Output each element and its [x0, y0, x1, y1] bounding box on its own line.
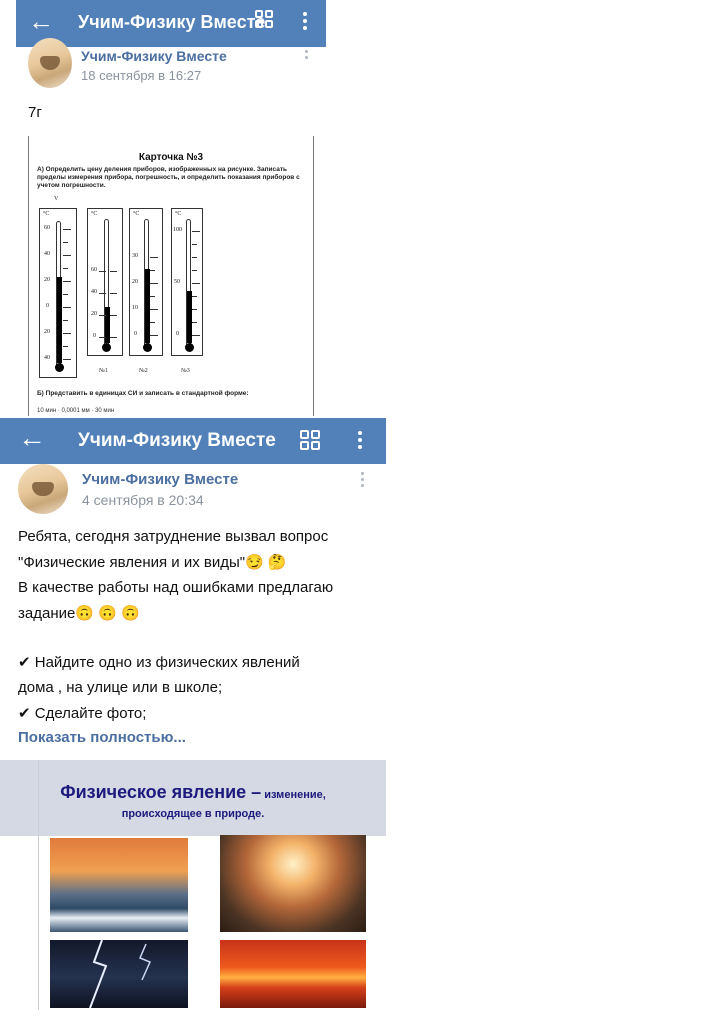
- qr-code-icon[interactable]: [300, 430, 320, 450]
- post-slide-image[interactable]: [0, 760, 386, 1010]
- back-arrow-icon[interactable]: ←: [18, 422, 46, 453]
- post-line: ✔ Сделайте фото;: [18, 705, 147, 722]
- post-text: 7г: [28, 104, 42, 121]
- scale-label: 0: [176, 331, 179, 337]
- scale-label: 100: [173, 227, 182, 233]
- thermometer-3: [171, 208, 203, 356]
- worksheet-image[interactable]: [28, 136, 314, 416]
- unit-label: °C: [133, 211, 140, 217]
- post-line: В качестве работы над ошибками предлагаю: [18, 579, 334, 596]
- post-date[interactable]: 18 сентября в 16:27: [81, 68, 202, 83]
- post-line: "Физические явления и их виды"😏 🤔: [18, 554, 287, 571]
- photo-lightning: [50, 940, 188, 1008]
- photo-ocean-wave: [50, 838, 188, 932]
- scale-label: 60: [91, 267, 97, 273]
- unit-label: °C: [43, 211, 50, 217]
- slide-title: [0, 782, 386, 803]
- thermometer-bulb: [55, 363, 64, 372]
- scale-label: 0: [93, 333, 96, 339]
- worksheet-cut-text: 10 мин · 0,0001 мм · 30 мин: [37, 408, 115, 414]
- post-line: Ребята, сегодня затруднение вызвал вопрос: [18, 528, 329, 545]
- thermometer-main: [39, 208, 77, 378]
- header-title: Учим-Физику Вместе: [78, 12, 266, 32]
- thermometer-bulb: [185, 343, 194, 352]
- scale-label: 40: [44, 355, 50, 361]
- back-arrow-icon[interactable]: ←: [28, 6, 54, 36]
- lightning-bolt-icon: [50, 940, 188, 1008]
- worksheet-task-a: А) Определить цену деления приборов, изображенных на рисунке. Записать пределы измерения прибора, погрешность, и определить показания приборов с учетом погрешности.: [37, 166, 300, 189]
- thermometer-column: [145, 269, 150, 343]
- worksheet-task-b: Б) Представить в единицах СИ и записать в стандартной форме:: [37, 390, 249, 397]
- more-menu-icon[interactable]: [303, 12, 307, 33]
- post-author[interactable]: Учим-Физику Вместе: [82, 471, 239, 488]
- post-options-icon[interactable]: [305, 50, 308, 62]
- avatar[interactable]: [28, 38, 72, 88]
- scale-label: 20: [91, 311, 97, 317]
- scale-label: 0: [46, 303, 49, 309]
- worksheet-title: Карточка №3: [138, 152, 204, 163]
- unit-letter: V: [54, 196, 59, 202]
- header-title: Учим-Физику Вместе: [78, 430, 276, 451]
- post-line: ✔ Найдите одно из физических явлений: [18, 654, 300, 671]
- thermometer-caption: №3: [181, 368, 190, 374]
- thermometer-bulb: [102, 343, 111, 352]
- app-header: [16, 0, 326, 47]
- scale-label: 10: [132, 305, 138, 311]
- thermometer-caption: №2: [139, 368, 148, 374]
- scale-label: 40: [91, 289, 97, 295]
- scale-label: 20: [44, 329, 50, 335]
- slide-title-big: Физическое явление –: [60, 782, 262, 802]
- post-date[interactable]: 4 сентября в 20:34: [82, 492, 204, 508]
- app-header: [0, 418, 386, 464]
- photo-sunset: [220, 940, 366, 1008]
- scale-label: 40: [44, 251, 50, 257]
- photo-waterfall: [220, 835, 366, 932]
- thermometer-caption: №1: [99, 368, 108, 374]
- scale-label: 30: [132, 253, 138, 259]
- slide-subtitle: происходящее в природе.: [121, 808, 265, 820]
- scale-label: 20: [132, 279, 138, 285]
- thermometer-2: [129, 208, 163, 356]
- thermometer-column: [57, 277, 62, 363]
- unit-label: °C: [91, 211, 98, 217]
- scale-label: 60: [44, 225, 50, 231]
- post-line: задание🙃 🙃 🙃: [18, 605, 140, 622]
- qr-code-icon[interactable]: [255, 10, 273, 28]
- thermometer-1: [87, 208, 123, 356]
- show-more-link[interactable]: Показать полностью...: [18, 729, 186, 746]
- scale-label: 20: [44, 277, 50, 283]
- scale-label: 0: [134, 331, 137, 337]
- post-line: дома , на улице или в школе;: [18, 679, 223, 696]
- unit-label: °C: [175, 211, 182, 217]
- post-options-icon[interactable]: [361, 472, 364, 490]
- more-menu-icon[interactable]: [358, 431, 362, 452]
- avatar[interactable]: [18, 464, 68, 514]
- scale-label: 50: [174, 279, 180, 285]
- post-author[interactable]: Учим-Физику Вместе: [81, 48, 227, 64]
- thermometer-bulb: [143, 343, 152, 352]
- slide-title-small: изменение,: [261, 789, 326, 801]
